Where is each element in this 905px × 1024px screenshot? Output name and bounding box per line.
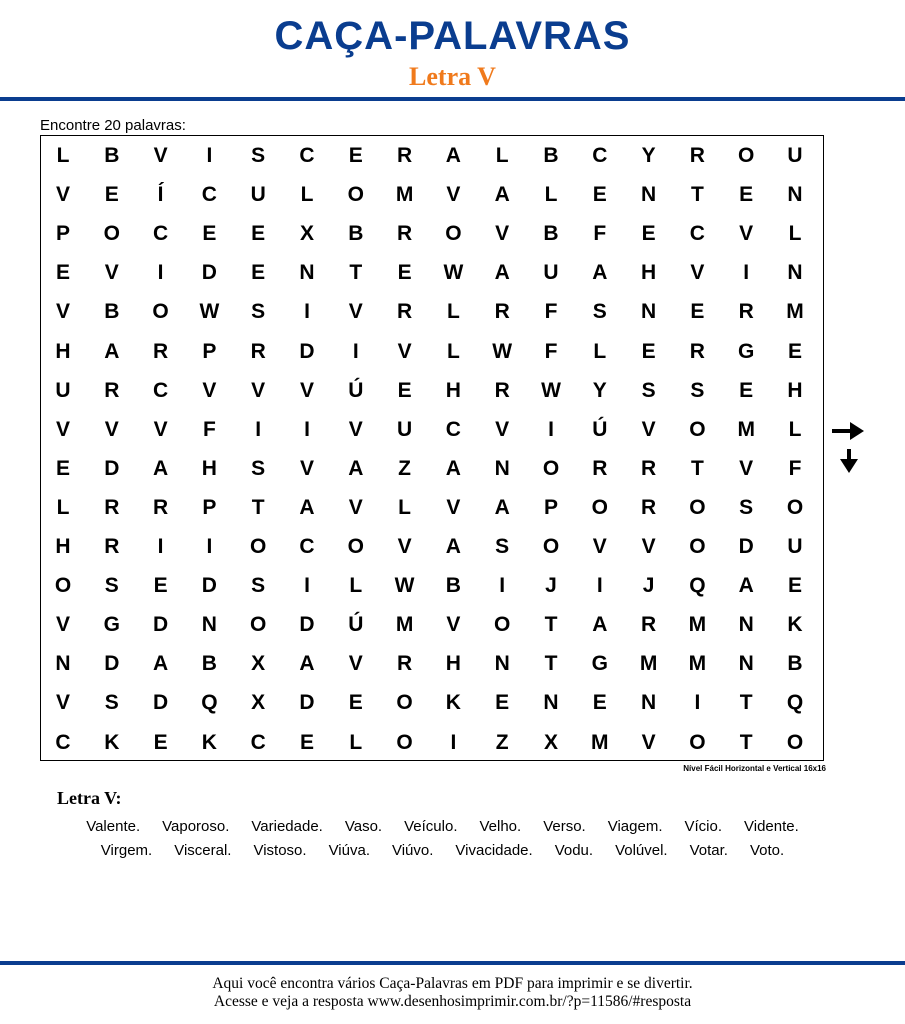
grid-cell[interactable]: A	[494, 495, 510, 519]
grid-cell[interactable]: U	[543, 261, 559, 285]
grid-cell[interactable]: J	[545, 574, 557, 598]
grid-cell[interactable]: P	[202, 495, 217, 519]
grid-cell[interactable]: J	[642, 574, 655, 598]
grid-cell[interactable]: A	[494, 261, 510, 285]
grid-cell[interactable]: O	[542, 456, 560, 480]
grid-cell[interactable]: I	[157, 261, 164, 285]
word-list-item[interactable]: Vodu.	[554, 842, 594, 859]
word-list-row-1	[40, 818, 845, 835]
grid-cell[interactable]: V	[104, 261, 119, 285]
grid-cell[interactable]: V	[153, 144, 168, 167]
grid-cell[interactable]: G	[103, 613, 120, 637]
grid-cell[interactable]: V	[592, 535, 607, 558]
grid-cell[interactable]: I	[206, 144, 213, 167]
grid-cell[interactable]: Q	[201, 691, 218, 715]
grid-cell[interactable]: N	[299, 261, 315, 285]
grid-cell[interactable]: H	[55, 535, 71, 558]
grid-cell[interactable]: E	[153, 730, 168, 754]
grid-cell[interactable]: L	[349, 574, 363, 598]
grid-cell[interactable]: E	[397, 378, 412, 402]
grid-cell[interactable]: V	[641, 535, 656, 558]
grid-cell[interactable]: I	[743, 261, 750, 285]
grid-cell[interactable]: K	[104, 730, 120, 754]
grid-cell[interactable]: B	[543, 222, 559, 246]
grid-cell[interactable]: B	[104, 300, 120, 324]
grid-cell[interactable]: B	[787, 652, 803, 676]
grid-cell[interactable]: M	[786, 300, 804, 324]
word-list-item[interactable]: Verso.	[543, 818, 586, 835]
grid-cell[interactable]: N	[543, 691, 559, 715]
grid-cell[interactable]: O	[152, 300, 169, 324]
grid-cell[interactable]: B	[543, 144, 559, 167]
grid-cell[interactable]: N	[494, 652, 510, 676]
grid-cell[interactable]: N	[641, 691, 657, 715]
grid-cell[interactable]: M	[395, 183, 414, 207]
grid-cell[interactable]: D	[299, 339, 315, 363]
grid-cell[interactable]: W	[394, 574, 415, 598]
grid-cell[interactable]: O	[689, 535, 706, 558]
grid-cell[interactable]: I	[694, 691, 701, 715]
grid-cell[interactable]: E	[55, 456, 70, 480]
grid-cell[interactable]: I	[304, 417, 310, 441]
grid-cell[interactable]: E	[153, 574, 168, 598]
grid-cell[interactable]: C	[689, 222, 705, 246]
grid-cell[interactable]: C	[201, 183, 217, 207]
grid-cell[interactable]: H	[201, 456, 217, 480]
grid-cell[interactable]: F	[544, 300, 558, 324]
grid-cell[interactable]: B	[445, 574, 461, 598]
grid-cell[interactable]: V	[348, 652, 363, 676]
grid-cell[interactable]: E	[787, 339, 802, 363]
grid-cell[interactable]: H	[445, 378, 461, 402]
grid-cell[interactable]: E	[202, 222, 217, 246]
grid-cell[interactable]: O	[347, 535, 364, 558]
grid-cell[interactable]: V	[55, 417, 70, 441]
grid-cell[interactable]: P	[55, 222, 70, 246]
grid-cell[interactable]: C	[55, 730, 71, 754]
grid-cell[interactable]: R	[397, 144, 413, 167]
grid-cell[interactable]: S	[251, 574, 266, 598]
grid-cell[interactable]: I	[255, 417, 262, 441]
grid-cell[interactable]: A	[153, 456, 169, 480]
grid-cell[interactable]: A	[348, 456, 364, 480]
grid-cell[interactable]: N	[494, 456, 510, 480]
grid-cell[interactable]: D	[153, 613, 169, 637]
grid-cell[interactable]: K	[201, 730, 217, 754]
word-list-item[interactable]: Vaporoso.	[162, 818, 230, 835]
word-list-item[interactable]: Vidente.	[744, 818, 799, 835]
grid-cell[interactable]: V	[641, 417, 656, 441]
grid-cell[interactable]: V	[299, 456, 314, 480]
grid-cell[interactable]: O	[347, 183, 364, 207]
grid-cell[interactable]: R	[250, 339, 266, 363]
grid-cell[interactable]: L	[300, 183, 314, 207]
grid-cell[interactable]: V	[446, 183, 461, 207]
grid-cell[interactable]: T	[739, 691, 753, 715]
grid-cell[interactable]: O	[689, 495, 706, 519]
grid-cell[interactable]: O	[689, 730, 706, 754]
grid-cell[interactable]: R	[494, 378, 510, 402]
grid-cell[interactable]: L	[593, 339, 607, 363]
grid-cell[interactable]: S	[251, 300, 266, 324]
grid-cell[interactable]: S	[104, 574, 119, 598]
grid-cell[interactable]: V	[153, 417, 168, 441]
grid-cell[interactable]: A	[738, 574, 754, 598]
grid-cell[interactable]: H	[445, 652, 461, 676]
grid-cell[interactable]: A	[153, 652, 169, 676]
grid-cell[interactable]: L	[788, 417, 802, 441]
word-list-item[interactable]: Virgem.	[100, 842, 153, 859]
grid-cell[interactable]: U	[787, 144, 803, 167]
grid-cell[interactable]: S	[251, 456, 266, 480]
grid-cell[interactable]: D	[299, 691, 315, 715]
grid-cell[interactable]: D	[299, 613, 315, 637]
grid-cell[interactable]: R	[153, 339, 169, 363]
grid-cell[interactable]: L	[398, 495, 411, 519]
grid-cell[interactable]: V	[55, 300, 70, 324]
grid-cell[interactable]: D	[201, 574, 217, 598]
grid-cell[interactable]: I	[450, 730, 457, 754]
grid-cell[interactable]: K	[445, 691, 461, 715]
grid-cell[interactable]: V	[690, 261, 705, 285]
grid-cell[interactable]: S	[641, 378, 656, 402]
grid-cell[interactable]: V	[104, 417, 119, 441]
page-subtitle: Letra V	[409, 62, 496, 91]
grid-cell[interactable]: T	[349, 261, 363, 285]
grid-cell[interactable]: E	[592, 691, 607, 715]
grid-cell[interactable]: I	[596, 574, 603, 598]
grid-cell[interactable]: V	[202, 378, 217, 402]
grid-cell[interactable]: V	[348, 417, 363, 441]
grid-cell[interactable]: V	[251, 378, 266, 402]
grid-cell[interactable]: Y	[592, 378, 607, 402]
grid-cell[interactable]: O	[591, 495, 608, 519]
footer-text: Aqui você encontra vários Caça-Palavras em PDF para imprimir e se divertir.	[212, 975, 693, 992]
grid-cell[interactable]: V	[739, 456, 754, 480]
grid-cell[interactable]: Q	[689, 574, 706, 598]
grid-cell[interactable]: N	[641, 300, 657, 324]
word-list-item[interactable]: Visceral.	[174, 842, 232, 859]
grid-cell[interactable]: V	[348, 300, 363, 324]
grid-cell[interactable]: Ú	[348, 378, 364, 402]
page-title: CAÇA-PALAVRAS	[274, 14, 631, 58]
grid-cell[interactable]: M	[737, 417, 755, 441]
grid-cell[interactable]: R	[397, 222, 413, 246]
top-divider	[0, 97, 905, 101]
grid-cell[interactable]: T	[544, 652, 558, 676]
grid-cell[interactable]: B	[104, 144, 120, 167]
grid-cell[interactable]: E	[348, 144, 363, 167]
grid-cell[interactable]: H	[787, 378, 803, 402]
grid-cell[interactable]: S	[495, 535, 510, 558]
grid-cell[interactable]: K	[787, 613, 803, 637]
grid-cell[interactable]: V	[495, 417, 510, 441]
grid-cell[interactable]: O	[250, 535, 267, 558]
grid-cell[interactable]: A	[592, 613, 608, 637]
grid-cell[interactable]: N	[738, 652, 754, 676]
grid-cell[interactable]: F	[544, 339, 558, 363]
grid-cell[interactable]: E	[739, 183, 754, 207]
word-list-item[interactable]: Viúvo.	[391, 842, 434, 859]
grid-cell[interactable]: R	[738, 300, 754, 324]
word-list-item[interactable]: Velho.	[479, 818, 522, 835]
grid-cell[interactable]: I	[206, 535, 213, 558]
grid-cell[interactable]: N	[787, 183, 803, 207]
word-list-item[interactable]: Vistoso.	[253, 842, 307, 859]
grid-cell[interactable]: S	[251, 144, 266, 167]
grid-cell[interactable]: W	[199, 300, 220, 324]
grid-cell[interactable]: Z	[495, 730, 509, 754]
grid-cell[interactable]: C	[445, 417, 461, 441]
word-list-item[interactable]: Veículo.	[404, 818, 458, 835]
grid-cell[interactable]: R	[494, 300, 510, 324]
word-list-title: Letra V:	[57, 788, 122, 808]
grid-cell[interactable]: U	[787, 535, 803, 558]
grid-cell[interactable]: Ú	[592, 417, 608, 441]
word-list-item[interactable]: Volúvel.	[615, 842, 668, 859]
grid-cell[interactable]: I	[304, 574, 310, 598]
grid-cell[interactable]: P	[543, 495, 558, 519]
grid-cell[interactable]: S	[739, 495, 754, 519]
word-list-item[interactable]: Vício.	[684, 818, 723, 835]
grid-cell[interactable]: H	[55, 339, 71, 363]
grid-cell[interactable]: V	[348, 495, 363, 519]
grid-cell[interactable]: M	[688, 652, 707, 676]
grid-cell[interactable]: O	[542, 535, 560, 558]
grid-cell[interactable]: R	[689, 339, 705, 363]
grid-cell[interactable]: B	[348, 222, 364, 246]
word-list-item[interactable]: Vaso.	[344, 818, 383, 835]
grid-cell[interactable]: V	[55, 613, 70, 637]
grid-cell[interactable]: I	[548, 417, 554, 441]
grid-cell[interactable]: A	[445, 456, 461, 480]
grid-cell[interactable]: N	[641, 183, 657, 207]
footer-link-text[interactable]: Acesse e veja a resposta www.desenhosimprimir.com.br/?p=11586/#resposta	[213, 993, 692, 1010]
grid-cell[interactable]: O	[103, 222, 120, 246]
grid-cell[interactable]: N	[201, 613, 217, 637]
word-list-item[interactable]: Votar.	[689, 842, 728, 859]
grid-cell[interactable]: D	[104, 456, 120, 480]
grid-cell[interactable]: C	[153, 378, 169, 402]
grid-cell[interactable]: N	[787, 261, 803, 285]
grid-cell[interactable]: O	[396, 691, 413, 715]
grid-cell[interactable]: E	[251, 222, 266, 246]
grid-cell[interactable]: O	[786, 495, 804, 519]
word-list-item[interactable]: Valente.	[86, 818, 141, 835]
level-note: Nível Fácil Horizontal e Vertical 16x16	[683, 764, 826, 773]
grid-cell[interactable]: D	[201, 261, 217, 285]
word-list-item[interactable]: Vivacidade.	[455, 842, 533, 859]
grid-cell[interactable]: V	[397, 535, 412, 558]
grid-cell[interactable]: E	[495, 691, 510, 715]
grid-cell[interactable]: Q	[786, 691, 804, 715]
grid-cell[interactable]: X	[543, 730, 558, 754]
grid-cell[interactable]: E	[641, 339, 656, 363]
grid-cell[interactable]: L	[349, 730, 363, 754]
grid-cell[interactable]: I	[499, 574, 506, 598]
grid-cell[interactable]: M	[591, 730, 609, 754]
grid-cell[interactable]: E	[641, 222, 656, 246]
grid-cell[interactable]: M	[639, 652, 658, 676]
grid-cell[interactable]: O	[738, 144, 755, 167]
grid-cell[interactable]: A	[299, 652, 315, 676]
grid-cell[interactable]: U	[55, 378, 71, 402]
grid-cell[interactable]: G	[591, 652, 608, 676]
grid-cell[interactable]: E	[397, 261, 412, 285]
grid-cell[interactable]: E	[55, 261, 70, 285]
grid-cell[interactable]: O	[445, 222, 462, 246]
grid-cell[interactable]: R	[641, 495, 657, 519]
grid-cell[interactable]: T	[251, 495, 265, 519]
grid-cell[interactable]: B	[201, 652, 217, 676]
grid-cell[interactable]: O	[494, 613, 511, 637]
grid-cell[interactable]: P	[202, 339, 217, 363]
word-list-item[interactable]: Viúva.	[328, 842, 370, 859]
grid-cell[interactable]: V	[495, 222, 510, 246]
grid-cell[interactable]: V	[446, 613, 461, 637]
grid-cell[interactable]: V	[397, 339, 412, 363]
grid-cell[interactable]: C	[299, 535, 315, 558]
grid-cell[interactable]: Z	[398, 456, 411, 480]
grid-cell[interactable]: T	[690, 183, 704, 207]
grid-cell[interactable]: R	[104, 495, 120, 519]
down-arrow-icon	[830, 448, 866, 474]
grid-cell[interactable]: R	[104, 378, 120, 402]
grid-cell[interactable]: E	[348, 691, 363, 715]
grid-cell[interactable]: L	[446, 339, 460, 363]
grid-cell[interactable]: F	[202, 417, 216, 441]
grid-cell[interactable]: U	[397, 417, 413, 441]
word-list-item[interactable]: Variedade.	[251, 818, 323, 835]
grid-cell[interactable]: X	[251, 652, 266, 676]
grid-cell[interactable]: D	[738, 535, 754, 558]
grid-cell[interactable]: Y	[641, 144, 656, 167]
grid-cell[interactable]: E	[299, 730, 314, 754]
grid-cell[interactable]: E	[690, 300, 705, 324]
grid-cell[interactable]: O	[396, 730, 413, 754]
grid-cell[interactable]: R	[397, 300, 413, 324]
grid-cell[interactable]: X	[299, 222, 314, 246]
grid-cell[interactable]: L	[544, 183, 558, 207]
grid-cell[interactable]: D	[104, 652, 120, 676]
grid-cell[interactable]: O	[689, 417, 706, 441]
grid-cell[interactable]: A	[299, 495, 315, 519]
word-list-row-2	[40, 842, 845, 859]
grid-cell[interactable]: T	[544, 613, 558, 637]
grid-cell[interactable]: R	[689, 144, 705, 167]
grid-cell[interactable]: V	[641, 730, 656, 754]
grid-cell[interactable]: L	[495, 144, 509, 167]
grid-cell[interactable]: R	[592, 456, 608, 480]
word-search-grid	[40, 135, 824, 761]
grid-cell[interactable]: W	[492, 339, 513, 363]
grid-cell[interactable]: R	[104, 535, 120, 558]
grid-cell[interactable]: E	[739, 378, 754, 402]
grid-cell[interactable]: R	[153, 495, 169, 519]
grid-cell[interactable]: M	[688, 613, 707, 637]
grid-cell[interactable]: M	[395, 613, 414, 637]
grid-cell[interactable]: A	[592, 261, 608, 285]
grid-cell[interactable]: L	[446, 300, 460, 324]
grid-cell[interactable]: G	[738, 339, 755, 363]
grid-cell[interactable]: E	[787, 574, 802, 598]
grid-cell[interactable]: U	[250, 183, 266, 207]
grid-cell[interactable]: I	[304, 300, 310, 324]
grid-cell[interactable]: D	[153, 691, 169, 715]
grid-cell[interactable]: R	[641, 456, 657, 480]
grid-cell[interactable]: T	[690, 456, 704, 480]
grid-cell[interactable]: R	[641, 613, 657, 637]
grid-cell[interactable]: F	[593, 222, 607, 246]
grid-cell[interactable]: C	[153, 222, 169, 246]
grid-cell[interactable]: S	[104, 691, 119, 715]
grid-cell[interactable]: C	[592, 144, 608, 167]
word-list-item[interactable]: Voto.	[749, 842, 785, 859]
grid-cell[interactable]: A	[445, 535, 461, 558]
grid-cell[interactable]: E	[592, 183, 607, 207]
grid-cell[interactable]: O	[786, 730, 804, 754]
grid-cell[interactable]: S	[592, 300, 607, 324]
grid-cell[interactable]: Ú	[348, 613, 364, 637]
grid-cell[interactable]: L	[56, 144, 70, 167]
grid-cell[interactable]: O	[54, 574, 72, 598]
grid-cell[interactable]: A	[104, 339, 120, 363]
grid-cell[interactable]: O	[250, 613, 267, 637]
grid-cell[interactable]: V	[739, 222, 754, 246]
grid-cell[interactable]: V	[55, 183, 70, 207]
grid-cell[interactable]: F	[788, 456, 802, 480]
grid-cell[interactable]: T	[739, 730, 753, 754]
grid-cell[interactable]: E	[251, 261, 266, 285]
word-list-item[interactable]: Viagem.	[607, 818, 663, 835]
grid-cell[interactable]: N	[55, 652, 71, 676]
grid-cell[interactable]: X	[251, 691, 266, 715]
grid-cell[interactable]: C	[299, 144, 315, 167]
grid-cell[interactable]: L	[56, 495, 70, 519]
right-arrow-icon	[830, 418, 866, 444]
grid-cell[interactable]: W	[443, 261, 464, 285]
grid-cell[interactable]: V	[299, 378, 314, 402]
grid-cell[interactable]: C	[250, 730, 266, 754]
grid-cell[interactable]: L	[788, 222, 802, 246]
grid-cell[interactable]: E	[104, 183, 119, 207]
grid-cell[interactable]: N	[738, 613, 754, 637]
bottom-divider	[0, 961, 905, 965]
grid-cell[interactable]: I	[352, 339, 359, 363]
grid-cell[interactable]: R	[397, 652, 413, 676]
grid-cell[interactable]: V	[446, 495, 461, 519]
grid-cell[interactable]: S	[690, 378, 705, 402]
grid-cell[interactable]: W	[541, 378, 561, 402]
instruction-text: Encontre 20 palavras:	[40, 117, 186, 134]
grid-cell[interactable]: Í	[157, 183, 164, 207]
grid-cell[interactable]: A	[445, 144, 461, 167]
grid-cell[interactable]: I	[157, 535, 164, 558]
grid-cell[interactable]: A	[494, 183, 510, 207]
grid-cell[interactable]: H	[641, 261, 657, 285]
grid-cell[interactable]: V	[55, 691, 70, 715]
